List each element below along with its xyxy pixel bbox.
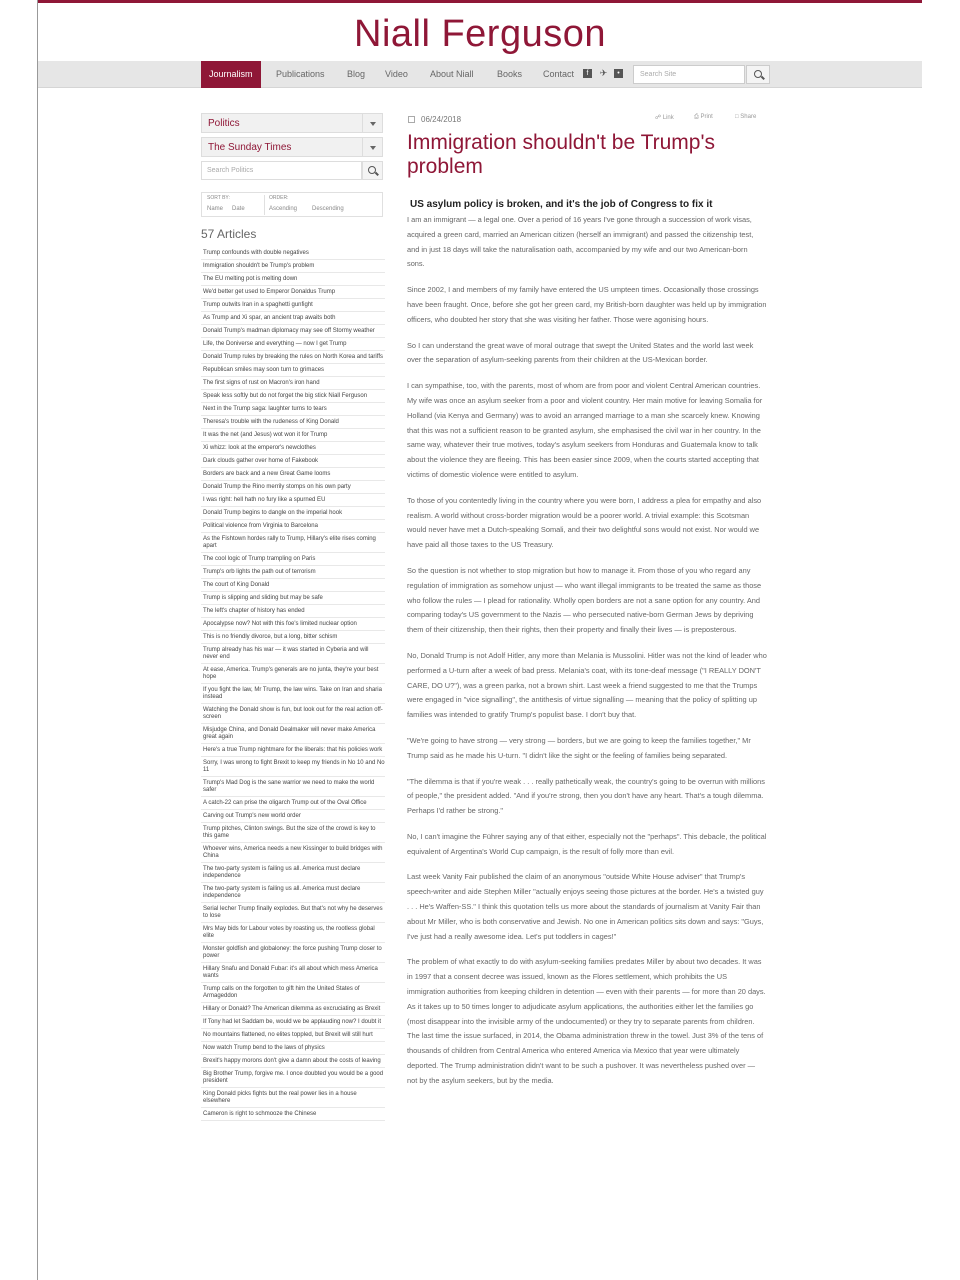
source-dropdown[interactable]: [201, 137, 383, 157]
nav-journalism[interactable]: Journalism: [201, 61, 261, 88]
article-list-item[interactable]: It was the net (and Jesus) wot won it for Trump: [201, 429, 385, 442]
search-icon: [754, 70, 762, 78]
article-subtitle: US asylum policy is broken, and it's the job of Congress to fix it: [410, 199, 713, 210]
article-paragraph: No, I can't imagine the Führer saying any of that either, especially not the "perhaps". This debacle, the political equivalent of Argentina's World Cup campaign, is the result of folly more than evil.: [407, 831, 767, 856]
article-paragraph: Last week Vanity Fair published the claim of an anonymous "outside White House adviser" that Trump's speech-writer and aide Stephen Miller "actually enjoys seeing those pictures at the border. He's a twisted guy . . . He's Waffen-SS." I think this quotation tells us more about the standards of journalism at Vanity Fair than about Mr Miller, who is both conservative and Jewish. No one in American politics sits down and says: "Guys, I've just had a really awesome idea. Let's put toddlers in cages!": [407, 872, 764, 941]
article-list-item[interactable]: Trump outwits Iran in a spaghetti gunfight: [201, 299, 385, 312]
article-paragraph: "We're going to have strong — very strong — borders, but we are going to keep the families together," Mr Trump said as he made his U-turn. "I didn't like the sight or the feeling of families being separated.: [407, 735, 751, 760]
article-meta: [407, 113, 767, 127]
article-list-item[interactable]: The two-party system is failing us all. America must declare independence: [201, 883, 385, 903]
article-paragraph: I am an immigrant — a legal one. Over a period of 16 years I've gone through a succession of work visas, acquired a green card, married an American citizen (herself an immigrant) and passed the citizenship test, and in just 18 days will take the naturalisation oath, accompanied by my wife and our two American-born sons.: [407, 215, 754, 269]
article-body: [407, 213, 767, 1089]
article-paragraph: "The dilemma is that if you're weak . . . really pathetically weak, the country's going to be overrun with millions of people," the president added. "And if you're strong, then you don't have any heart. That's a tough dilemma. Perhaps I'd rather be strong.": [407, 776, 765, 816]
article-list-item[interactable]: Life, the Doniverse and everything — now I get Trump: [201, 338, 385, 351]
order-label: ORDER:: [269, 195, 289, 201]
search-icon: [368, 166, 376, 174]
article-list-item[interactable]: Trump confounds with double negatives: [201, 247, 385, 260]
sidebar-search-button[interactable]: [362, 161, 383, 180]
article-list-item[interactable]: At ease, America. Trump's generals are no junta, they're your best hope: [201, 664, 385, 684]
article-list-item[interactable]: Misjudge China, and Donald Dealmaker will never make America great again: [201, 724, 385, 744]
article-list-item[interactable]: I was right: hell hath no fury like a spurned EU: [201, 494, 385, 507]
article-list-item[interactable]: Donald Trump's madman diplomacy may see off Stormy weather: [201, 325, 385, 338]
article-main: [407, 113, 767, 1100]
rss-icon[interactable]: •: [614, 69, 623, 78]
article-list-item[interactable]: Next in the Trump saga: laughter turns to tears: [201, 403, 385, 416]
site-search-input[interactable]: Search Site: [633, 65, 745, 84]
article-list-item[interactable]: Trump's Mad Dog is the sane warrior we need to make the world safer: [201, 777, 385, 797]
site-header: [38, 0, 922, 62]
article-list-item[interactable]: The two-party system is failing us all. America must declare independence: [201, 863, 385, 883]
article-list-item[interactable]: Political violence from Virginia to Barcelona: [201, 520, 385, 533]
article-list-item[interactable]: Trump calls on the forgotten to gift him the United States of Armageddon: [201, 983, 385, 1003]
sort-date-link[interactable]: Date: [232, 206, 245, 212]
article-list-item[interactable]: Republican smiles may soon turn to grimaces: [201, 364, 385, 377]
article-list-item[interactable]: Monster goldfish and globaloney: the force pushing Trump closer to power: [201, 943, 385, 963]
source-dropdown-value: The Sunday Times: [208, 142, 292, 153]
article-list-item[interactable]: Watching the Donald show is fun, but look out for the real action off-screen: [201, 704, 385, 724]
site-search-button[interactable]: [746, 65, 770, 84]
sidebar: [201, 113, 387, 1121]
category-dropdown[interactable]: [201, 113, 383, 133]
article-list-item[interactable]: Trump is slipping and sliding but may be safe: [201, 592, 385, 605]
nav-contact[interactable]: Contact: [543, 69, 575, 79]
article-paragraph: Since 2002, I and members of my family have entered the US umpteen times. Occasionally those crossings have been fraught. Once, before she got her green card, my British-born daughter was held up by immigration officers, who doubted her story that she was visiting her father. Those were agonising hours.: [407, 285, 767, 324]
article-list-item[interactable]: As Trump and Xi spar, an ancient trap awaits both: [201, 312, 385, 325]
article-list-item[interactable]: Mrs May bids for Labour votes by roasting us, the rootless global elite: [201, 923, 385, 943]
article-list-item[interactable]: If you fight the law, Mr Trump, the law wins. Take on Iran and sharia instead: [201, 684, 385, 704]
sort-name-link[interactable]: Name: [207, 206, 224, 212]
page-frame-line: [37, 0, 38, 1280]
article-list-item[interactable]: We'd better get used to Emperor Donaldus Trump: [201, 286, 385, 299]
share-label: Share: [740, 114, 757, 120]
article-list-item[interactable]: Serial lecher Trump finally explodes. But that's not why he deserves to lose: [201, 903, 385, 923]
article-list-item[interactable]: Trump already has his war — it was started in Cyberia and will never end: [201, 644, 385, 664]
article-paragraph: So the question is not whether to stop migration but how to manage it. From those of you who regard any regulation of immigration as somehow unjust — who want illegal immigrants to be treated the same as those who follow the rules — I plead for rationality. Wholly open borders are not a sane option for any country. And comparing today's US government to the Nazis — who persecuted native-born German Jews by depriving them of their citizenship, then their rights, then their property and finally their lives — is preposterous.: [407, 565, 762, 635]
article-list-item[interactable]: Theresa's trouble with the rudeness of King Donald: [201, 416, 385, 429]
facebook-icon[interactable]: f: [583, 69, 592, 78]
print-label: Print: [700, 114, 713, 120]
article-list-item[interactable]: The cool logic of Trump trampling on Paris: [201, 553, 385, 566]
twitter-icon[interactable]: ✈: [599, 68, 608, 78]
article-list-item[interactable]: The EU melting pot is melting down: [201, 273, 385, 286]
sort-divider: [264, 195, 265, 215]
main-navbar: [38, 61, 922, 88]
article-list-item[interactable]: Big Brother Trump, forgive me. I once doubted you would be a good president: [201, 1068, 385, 1088]
article-list-item[interactable]: Borders are back and a new Great Game looms: [201, 468, 385, 481]
nav-books[interactable]: Books: [497, 69, 523, 79]
nav-publications[interactable]: Publications: [276, 69, 325, 79]
link-label: Link: [662, 115, 674, 121]
site-title[interactable]: Niall Ferguson: [354, 13, 606, 55]
article-list-item[interactable]: This is no friendly divorce, but a long, bitter schism: [201, 631, 385, 644]
nav-about-niall[interactable]: About Niall: [430, 69, 474, 79]
article-list-item[interactable]: Carving out Trump's new world order: [201, 810, 385, 823]
article-list-item[interactable]: Donald Trump the Rino merrily stomps on his own party: [201, 481, 385, 494]
nav-video[interactable]: Video: [385, 69, 408, 79]
nav-blog[interactable]: Blog: [347, 69, 366, 79]
sidebar-search: [201, 161, 383, 180]
article-date: 06/24/2018: [421, 115, 462, 124]
share-button[interactable]: □ Share: [735, 114, 757, 120]
article-list-item[interactable]: No mountains flattened, no elites toppled, but Brexit will still hurt: [201, 1029, 385, 1042]
article-paragraph: To those of you contentedly living in the country where you were born, I address a plea for empathy and also realism. A world without cross-border migration would be a poorer world. A trivial example: this Scotsman would never have met a Dutch-speaking Somali, and their two delightful sons would not exist. Nor would we have paid all those taxes to the US Treasury.: [407, 495, 762, 550]
article-list-item[interactable]: Sorry, I was wrong to fight Brexit to keep my friends in No 10 and No 11: [201, 757, 385, 777]
article-list-item[interactable]: Hillary or Donald? The American dilemma as excruciating as Brexit: [201, 1003, 385, 1016]
article-list-item[interactable]: Trump's orb lights the path out of terrorism: [201, 566, 385, 579]
article-paragraph: No, Donald Trump is not Adolf Hitler, any more than Melania is Mussolini. Hitler was not the kind of leader who performed a U-turn after a week of bad press. Melania's coat, with its tone-deaf message ("I REALLY DON'T CARE, DO U?"), was a green parka, not a brown shirt. Last week a friend suggested to me that the Trumps were engaged in "vice signalling", the antithesis of virtue signalling — meaning that the policy of splitting up families was intended to gratify Trump's populist base. I don't buy that.: [407, 650, 767, 720]
order-descending-link[interactable]: Descending: [312, 206, 344, 212]
article-list-item[interactable]: Immigration shouldn't be Trump's problem: [201, 260, 385, 273]
article-list-item[interactable]: Donald Trump rules by breaking the rules on North Korea and tariffs: [201, 351, 385, 364]
article-list: [201, 247, 387, 1121]
article-list-item[interactable]: Trump pitches, Clinton swings. But the size of the crowd is key to this game: [201, 823, 385, 843]
article-list-item[interactable]: If Tony had let Saddam be, would we be applauding now? I doubt it: [201, 1016, 385, 1029]
sort-controls: [201, 192, 383, 217]
article-list-item[interactable]: Speak less softly but do not forget the big stick Niall Ferguson: [201, 390, 385, 403]
article-list-item[interactable]: Brexit's happy morons don't give a damn about the costs of leaving: [201, 1055, 385, 1068]
article-paragraph: I can sympathise, too, with the parents, most of whom are from poor and violent Central American countries. My wife was once an asylum seeker from a poor and violent country. Her main motive for leaving Somalia for Holland (via Kenya and Germany) was to avoid an arranged marriage to a man she scarcely knew. Knowing that this was not a sufficient reason to be granted asylum, she emphasised the civil war in her country. In the same way, whatever their true motives, today's asylum seekers from Honduras and Guatemala know to talk about the violence they are fleeing. This has been easier since 2009, when the courts started accepting that victims of domestic violence were entitled to asylum.: [407, 381, 763, 479]
article-list-item[interactable]: Xi whizz: look at the emperor's newclothes: [201, 442, 385, 455]
chevron-down-icon: [362, 138, 382, 157]
article-list-item[interactable]: Dark clouds gather over home of Fakebook: [201, 455, 385, 468]
article-list-item[interactable]: Hillary Snafu and Donald Fubar: it's all about which mess America wants: [201, 963, 385, 983]
article-list-item[interactable]: King Donald picks fights but the real power lies in a house elsewhere: [201, 1088, 385, 1108]
article-title: Immigration shouldn't be Trump's problem: [407, 131, 715, 178]
article-list-item[interactable]: Donald Trump begins to dangle on the imperial hook: [201, 507, 385, 520]
article-list-item[interactable]: Apocalypse now? Not with this foe's limited nuclear option: [201, 618, 385, 631]
article-list-item[interactable]: The court of King Donald: [201, 579, 385, 592]
link-button[interactable]: ☍ Link: [655, 115, 674, 121]
article-count: 57 Articles: [201, 227, 257, 241]
article-paragraph: So I can understand the great wave of moral outrage that swept the United States and the world last week over the separation of asylum-seeking parents from their children at the US-Mexican border.: [407, 340, 754, 365]
sidebar-search-input[interactable]: Search Politics: [201, 161, 362, 180]
article-list-item[interactable]: Here's a true Trump nightmare for the liberals: that his policies work: [201, 744, 385, 757]
calendar-icon: [408, 116, 415, 123]
article-list-item[interactable]: The left's chapter of history has ended: [201, 605, 385, 618]
article-list-item[interactable]: Whoever wins, America needs a new Kissinger to build bridges with China: [201, 843, 385, 863]
article-list-item[interactable]: Now watch Trump bend to the laws of physics: [201, 1042, 385, 1055]
article-list-item[interactable]: Cameron is right to schmooze the Chinese: [201, 1108, 385, 1121]
sort-by-label: SORT BY:: [207, 195, 230, 201]
article-list-item[interactable]: A catch-22 can prise the oligarch Trump out of the Oval Office: [201, 797, 385, 810]
article-list-item[interactable]: The first signs of rust on Macron's iron hand: [201, 377, 385, 390]
chevron-down-icon: [362, 114, 382, 133]
print-button[interactable]: ⎙ Print: [694, 114, 713, 120]
article-paragraph: The problem of what exactly to do with asylum-seeking families predates Miller by about two decades. It was in 1997 that a consent decree was issued, known as the Flores settlement, which prohibits the US immigration authorities from keeping children in detention — even with their parents — for more than 20 days. As it takes up to 50 times longer to adjudicate asylum applications, the authorities either let the families go (most disappear into the invisible army of the undocumented) or they try to separate parents from children. The last time the issue surfaced, in 2014, the Obama administration threw in the towel. Just 3% of the tens of thousands of children from Central America who entered America via Mexico that year were ultimately deported. The Trump administration didn't want to be such a pushover. It was nevertheless pushed over — not by the asylum seekers, but by the media.: [407, 957, 766, 1085]
article-list-item[interactable]: As the Fishtown hordes rally to Trump, Hillary's elite rises coming apart: [201, 533, 385, 553]
order-ascending-link[interactable]: Ascending: [269, 206, 298, 212]
category-dropdown-value: Politics: [208, 118, 240, 129]
